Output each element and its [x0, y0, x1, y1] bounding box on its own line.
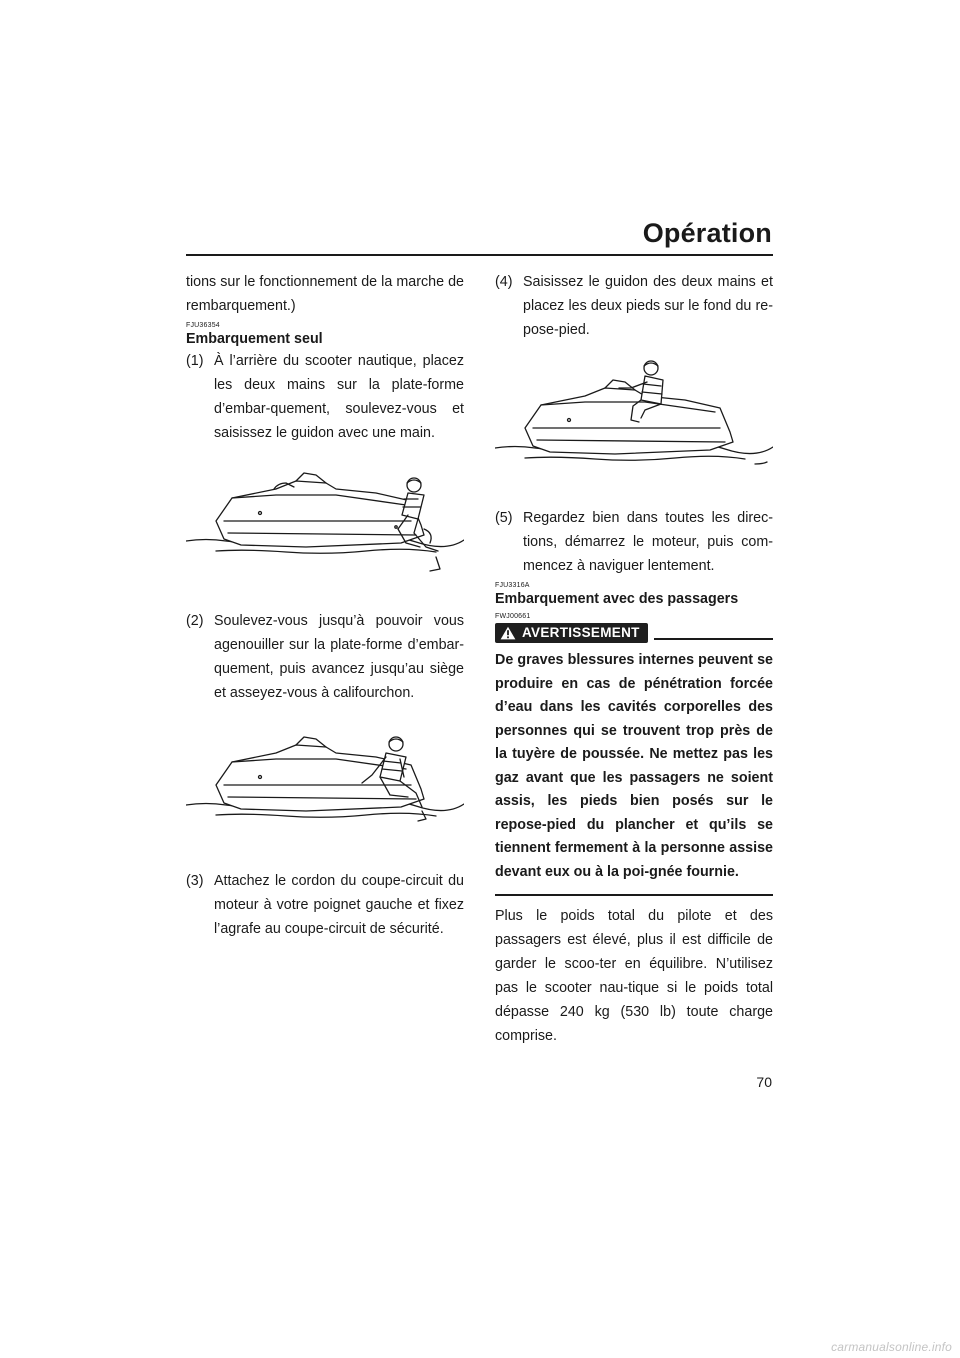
- section-code: FJU36354: [186, 322, 220, 329]
- step-item: [186, 609, 464, 705]
- step-item: [495, 506, 773, 578]
- step-number: (2): [186, 613, 204, 629]
- page-number: 70: [756, 1074, 772, 1090]
- step-text: À l’arrière du scooter nautique, placez les deux mains sur la plate-forme d’embar-quement, soulevez-vous et saisissez le guidon avec une main.: [214, 353, 464, 441]
- header-divider: [186, 254, 773, 256]
- warning-badge: [495, 623, 648, 643]
- warning-end-rule: [495, 894, 773, 896]
- step-number: (4): [495, 274, 513, 290]
- page-title: Opération: [642, 218, 772, 248]
- body-paragraph: Plus le poids total du pilote et des passagers est élevé, plus il est difficile de garder le scoo-ter en équilibre. N’utilisez pas le scooter nau-tique si le poids total dépasse 240 kg (530 lb) toute charge comprise.: [495, 908, 773, 1044]
- step-text: Regardez bien dans toutes les direc-tions, démarrez le moteur, puis com-mencez à naviguer lentement.: [523, 510, 773, 574]
- step-number: (1): [186, 353, 204, 369]
- step-item: [495, 270, 773, 342]
- step-text: Attachez le cordon du coupe-circuit du moteur à votre poignet gauche et fixez l’agrafe au coupe-circuit de sécurité.: [214, 873, 464, 937]
- warning-header: [495, 623, 773, 643]
- left-column: [186, 270, 464, 941]
- warning-code: FWJ00661: [495, 613, 531, 620]
- warning-icon: [500, 626, 516, 640]
- warning-text: De graves blessures internes peuvent se produire en cas de pénétration forcée d’eau dans les cavités corporelles des personnes qui se trouvent trop près de la tuyère de poussée. Ne mettez pas les gaz avant que les passagers ne soient assis, les pieds bien posés sur le repose-pied du plancher et qu’ils se tiennent fermement à la personne assise devant eux ou à la poi-gnée fournie.: [495, 652, 773, 880]
- warning-rule: [654, 638, 773, 640]
- intro-paragraph: tions sur le fonctionnement de la marche de rembarquement.): [186, 274, 464, 314]
- right-column: [495, 270, 773, 1048]
- warning-label: AVERTISSEMENT: [522, 625, 640, 640]
- illustration-boarding-rear: [186, 463, 464, 589]
- section-code: FJU3316A: [495, 582, 530, 589]
- step-number: (3): [186, 873, 204, 889]
- step-item: [186, 349, 464, 445]
- section-heading: Embarquement seul: [186, 331, 323, 347]
- illustration-boarding-kneel: [186, 723, 464, 849]
- step-text: Soulevez-vous jusqu’à pouvoir vous agenouiller sur la plate-forme d’embar-quement, puis avancez jusqu’au siège et asseyez-vous à califourchon.: [214, 613, 464, 701]
- illustration-boarding-seated: [495, 360, 773, 486]
- watermark: carmanualsonline.info: [831, 1340, 952, 1354]
- step-number: (5): [495, 510, 513, 526]
- step-text: Saisissez le guidon des deux mains et placez les deux pieds sur le fond du re-pose-pied.: [523, 274, 773, 338]
- step-item: [186, 869, 464, 941]
- section-heading: Embarquement avec des passagers: [495, 591, 739, 607]
